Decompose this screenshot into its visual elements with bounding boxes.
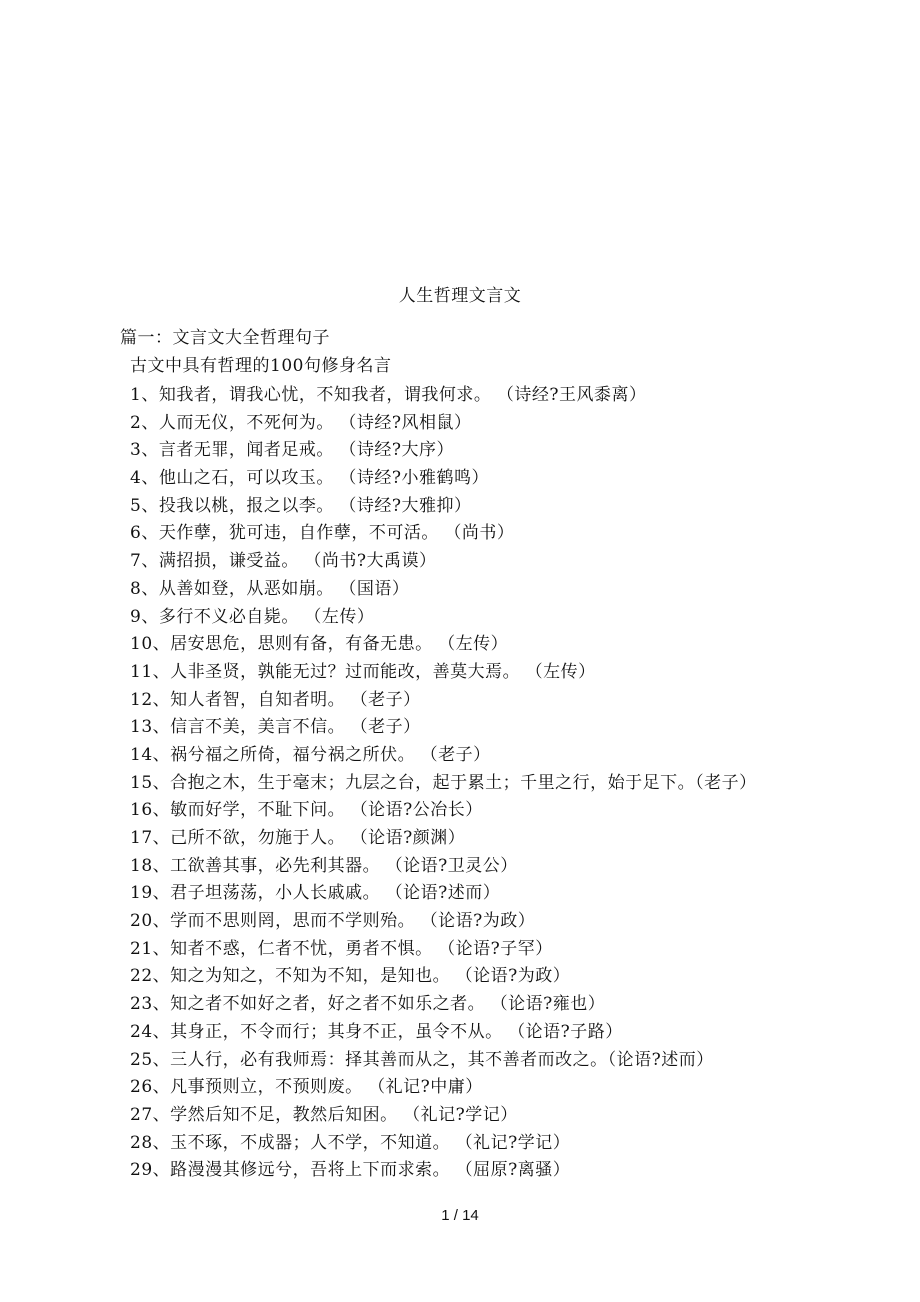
quote-source: （论语?子路）: [516, 1021, 623, 1042]
quote-line: [130, 410, 810, 438]
quote-line: [130, 493, 810, 521]
quote-source: （论语?述而）: [394, 883, 501, 904]
quote-line: [130, 687, 810, 715]
quote-line: [130, 880, 810, 908]
quote-line: [130, 437, 810, 465]
quote-text: 29、路漫漫其修远兮，吾将上下而求索。: [130, 1160, 451, 1181]
quote-source: （论语?述而）: [607, 1049, 714, 1070]
quote-source: （左传）: [534, 661, 596, 682]
quote-source: （论语?为政）: [429, 911, 536, 932]
quote-line: [130, 936, 810, 964]
quote-line: [130, 1130, 810, 1158]
quote-text: 24、其身正，不令而行；其身不正，虽令不从。: [130, 1021, 503, 1042]
page-number: 1 / 14: [441, 1207, 479, 1224]
quote-line: [130, 853, 810, 881]
quote-text: 6、天作孽，犹可违，自作孽，不可活。: [130, 523, 439, 544]
quote-list: [130, 382, 810, 1185]
section-subtitle: 古文中具有哲理的100句修身名言: [130, 356, 392, 376]
quote-source: （论语?雍也）: [499, 994, 606, 1015]
quote-text: 8、从善如登，从恶如崩。: [130, 578, 334, 599]
quote-text: 22、知之为知之，不知为不知，是知也。: [130, 966, 451, 987]
quote-source: （诗经?大雅抑）: [347, 495, 472, 516]
quote-source: （左传）: [312, 606, 375, 627]
quote-text: 1、知我者，谓我心忧，不知我者，谓我何求。: [130, 385, 492, 405]
quote-text: 10、居安思危，思则有备，有备无患。: [130, 634, 433, 655]
quote-line: [130, 1157, 810, 1185]
quote-source: （老子）: [359, 717, 421, 738]
quote-source: （国语）: [347, 578, 410, 599]
quote-source: （论语?子罕）: [446, 938, 553, 959]
quote-line: [130, 1019, 810, 1047]
quote-text: 9、多行不义必自毙。: [130, 606, 299, 627]
quote-line: [130, 908, 810, 936]
quote-text: 23、知之者不如好之者，好之者不如乐之者。: [130, 994, 486, 1015]
quote-text: 3、言者无罪，闻者足戒。: [130, 440, 334, 461]
quote-source: （论语?颜渊）: [359, 828, 466, 848]
quote-line: [130, 797, 810, 825]
quote-line: [130, 1047, 810, 1075]
quote-text: 4、他山之石，可以攻玉。: [130, 468, 334, 489]
quote-line: [130, 465, 810, 493]
quote-source: （诗经?小雅鹤鸣）: [347, 468, 489, 489]
quote-source: （礼记?中庸）: [376, 1077, 483, 1098]
quote-line: [130, 631, 810, 659]
quote-source: （老子）: [359, 689, 421, 710]
quote-line: [130, 825, 810, 853]
quote-text: 13、信言不美，美言不信。: [130, 717, 346, 738]
quote-text: 28、玉不琢，不成器；人不学，不知道。: [130, 1132, 451, 1153]
quote-text: 12、知人者智，自知者明。: [130, 689, 346, 710]
quote-source: （论语?公冶长）: [359, 800, 483, 821]
quote-line: [130, 659, 810, 687]
quote-line: [130, 991, 810, 1019]
quote-text: 7、满招损，谦受益。: [130, 551, 299, 572]
quote-line: [130, 963, 810, 991]
quote-text: 17、己所不欲，勿施于人。: [130, 828, 346, 848]
quote-source: （尚书?大禹谟）: [312, 551, 437, 572]
quote-line: [130, 1074, 810, 1102]
quote-source: （左传）: [446, 634, 509, 655]
quote-text: 27、学然后知不足，教然后知困。: [130, 1104, 398, 1125]
quote-text: 2、人而无仪，不死何为。: [130, 412, 334, 433]
quote-source: （论语?为政）: [464, 966, 571, 987]
quote-line: [130, 714, 810, 742]
quote-text: 15、合抱之木，生于毫末；九层之台，起于累土；千里之行，始于足下。: [130, 772, 696, 793]
quote-text: 11、人非圣贤，孰能无过？过而能改，善莫大焉。: [130, 661, 521, 682]
quote-text: 18、工欲善其事，必先利其器。: [130, 855, 381, 876]
quote-text: 25、三人行，必有我师焉：择其善而从之，其不善者而改之。: [130, 1049, 608, 1070]
quote-text: 19、君子坦荡荡，小人长戚戚。: [130, 883, 381, 904]
quote-line: [130, 604, 810, 632]
quote-source: （礼记?学记）: [464, 1132, 571, 1153]
document-title: 人生哲理文言文: [398, 286, 522, 306]
quote-text: 16、敏而好学，不耻下问。: [130, 800, 346, 821]
quote-source: （屈原?离骚）: [464, 1160, 571, 1181]
quote-source: （论语?卫灵公）: [394, 855, 518, 876]
quote-source: （诗经?王风黍离）: [505, 385, 647, 405]
quote-source: （老子）: [429, 744, 491, 765]
quote-line: [130, 382, 810, 410]
quote-source: （诗经?大序）: [347, 440, 454, 461]
quote-text: 14、祸兮福之所倚，福兮祸之所伏。: [130, 744, 416, 765]
quote-source: （尚书）: [452, 523, 515, 544]
quote-line: [130, 548, 810, 576]
quote-line: [130, 1102, 810, 1130]
quote-source: （诗经?风相鼠）: [347, 412, 472, 433]
quote-text: 26、凡事预则立，不预则废。: [130, 1077, 363, 1098]
quote-text: 5、投我以桃，报之以李。: [130, 495, 334, 516]
quote-source: （礼记?学记）: [411, 1104, 518, 1125]
quote-line: [130, 520, 810, 548]
quote-text: 21、知者不惑，仁者不忧，勇者不惧。: [130, 938, 433, 959]
section-heading: 篇一：文言文大全哲理句子: [120, 328, 330, 348]
quote-line: [130, 770, 810, 798]
quote-text: 20、学而不思则罔，思而不学则殆。: [130, 911, 416, 932]
quote-line: [130, 576, 810, 604]
quote-source: （老子）: [695, 772, 757, 793]
quote-line: [130, 742, 810, 770]
